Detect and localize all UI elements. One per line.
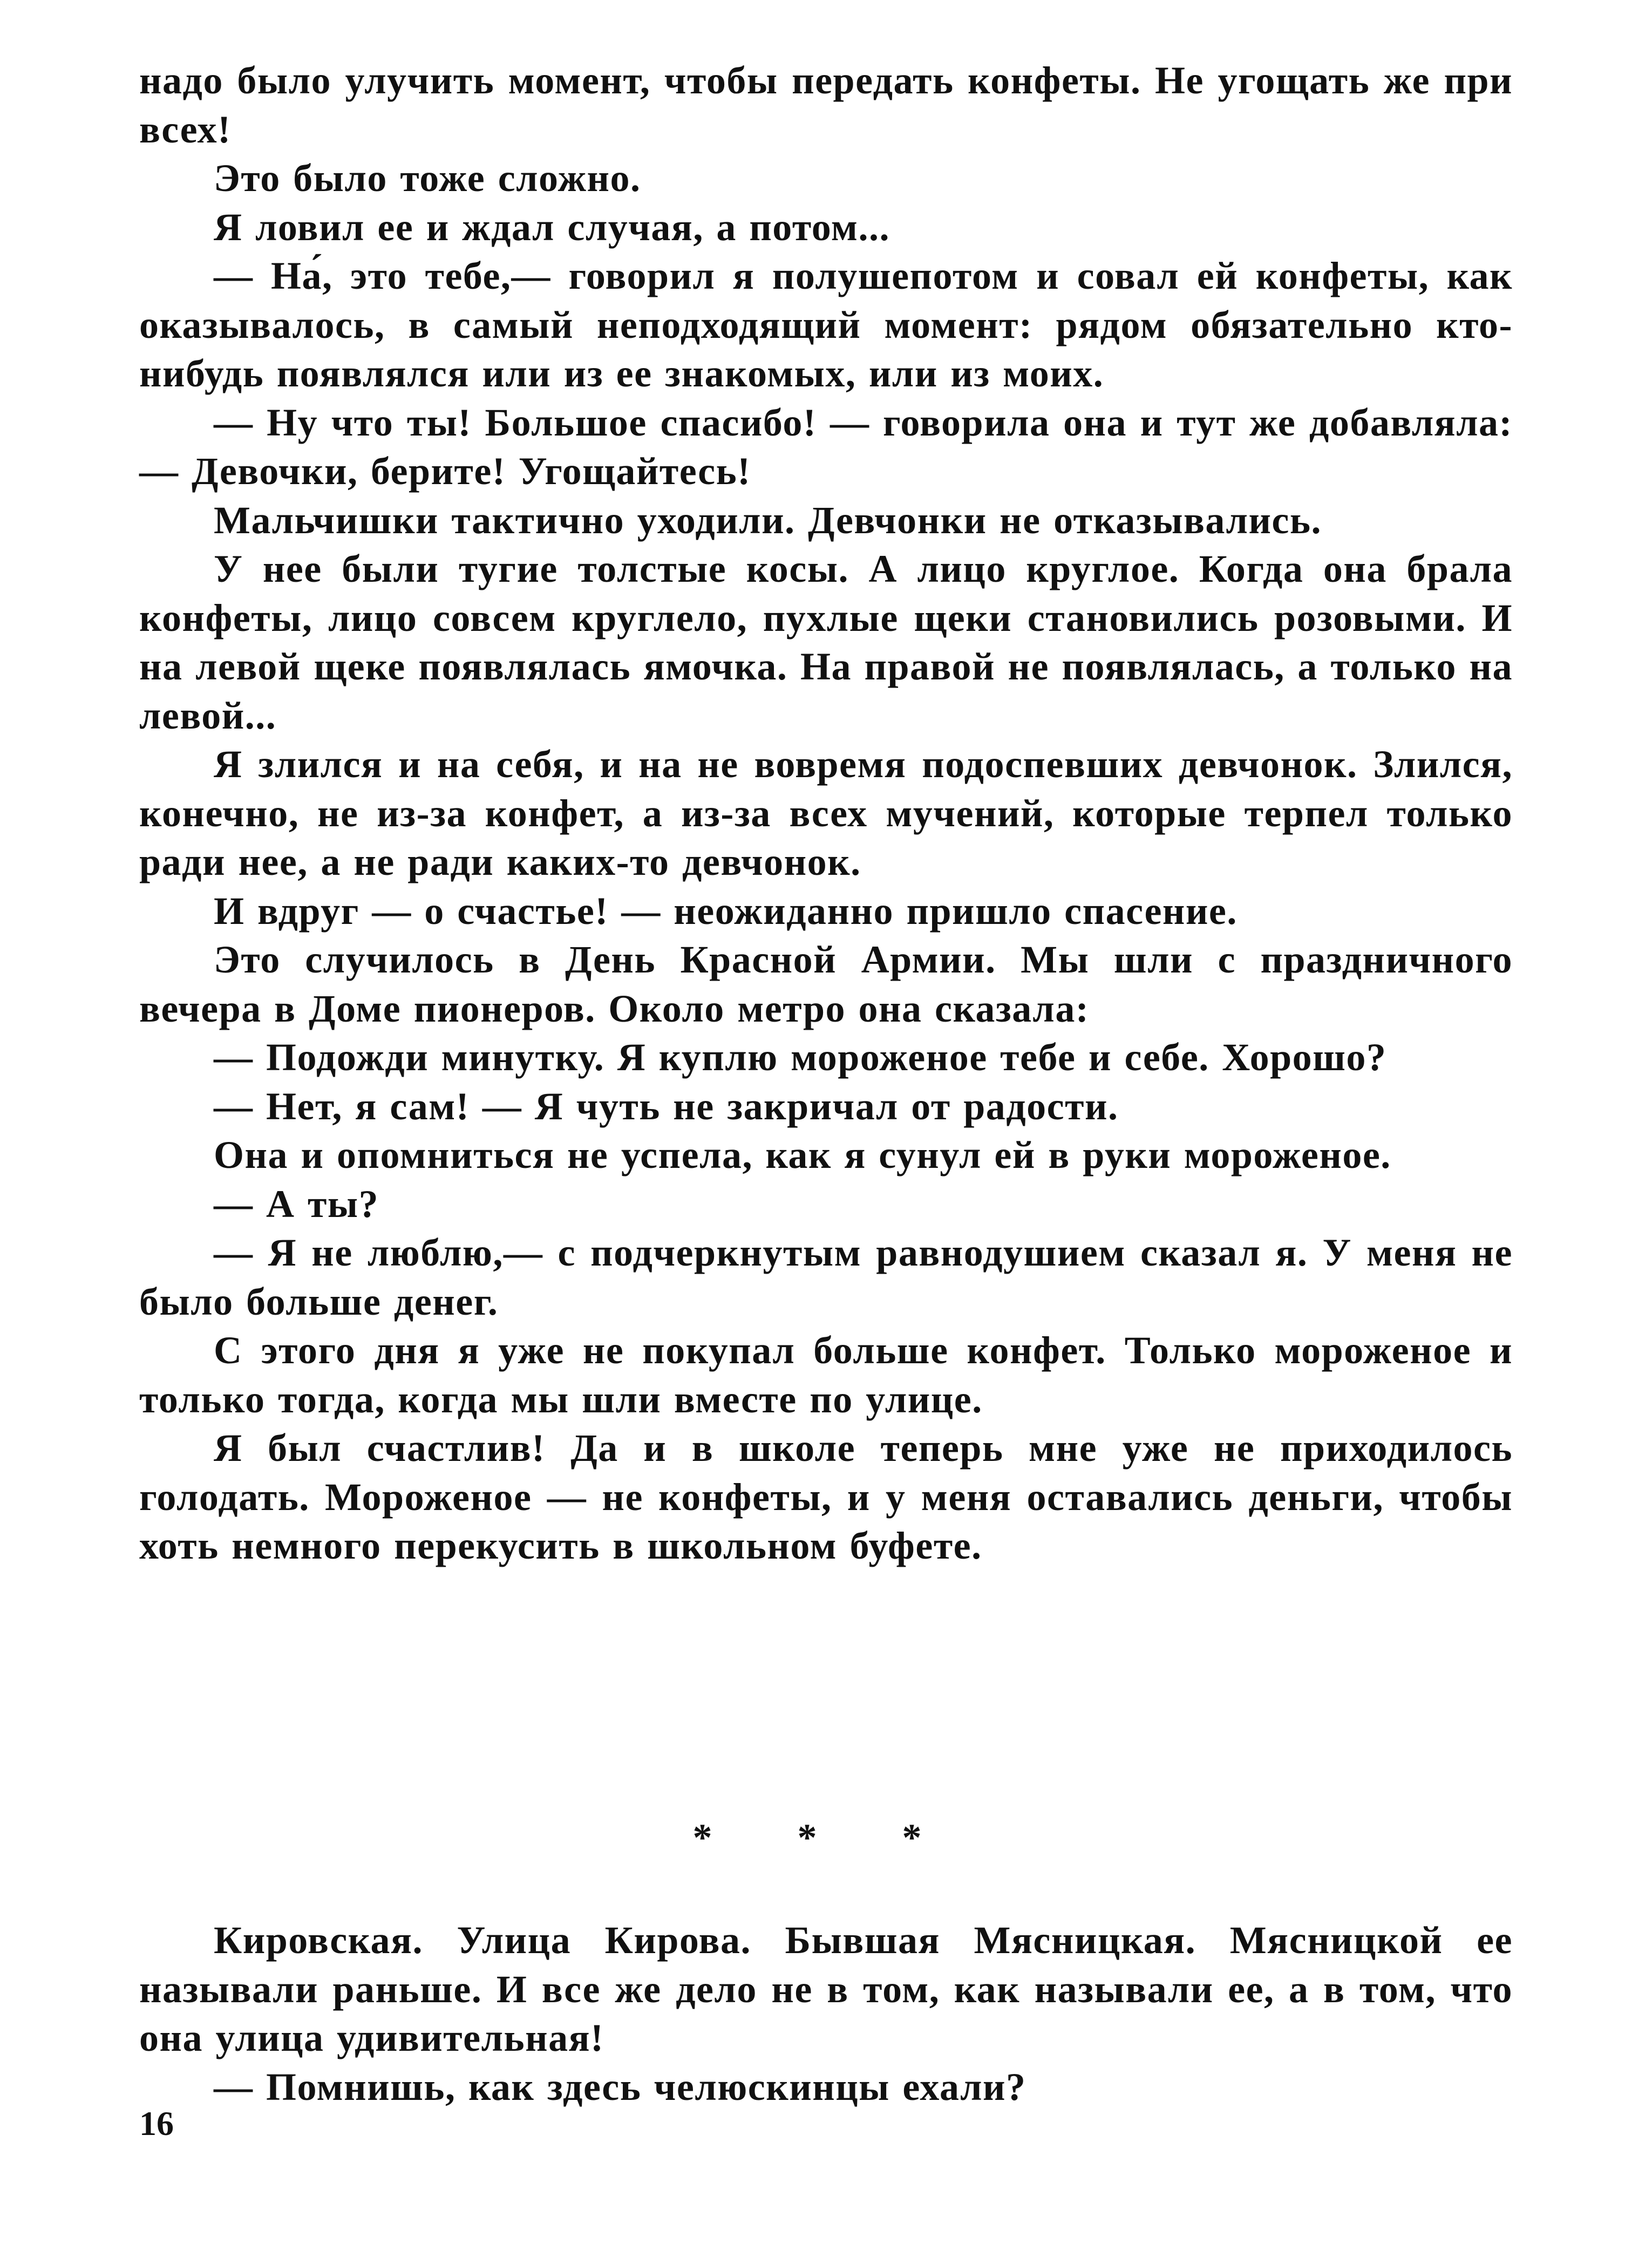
paragraph: надо было улучить момент, чтобы передать конфеты. Не угощать же при всех! xyxy=(139,59,1513,151)
page-number: 16 xyxy=(139,2104,174,2143)
section-separator: * * * xyxy=(692,1816,960,1859)
paragraph: — Помнишь, как здесь челюскинцы ехали? xyxy=(214,2065,1026,2109)
paragraph: — Я не люблю,— с подчеркнутым равнодушием сказал я. У меня не было больше денег. xyxy=(139,1231,1513,1323)
paragraph: — А ты? xyxy=(214,1182,379,1226)
paragraph: Она и опомниться не успела, как я сунул ей в руки мороженое. xyxy=(214,1133,1391,1177)
paragraph: И вдруг — о счастье! — неожиданно пришло спасение. xyxy=(214,889,1238,933)
paragraph: — Ну что ты! Большое спасибо! — говорила она и тут же добавляла: — Девочки, берите! Угощайтесь! xyxy=(139,400,1513,493)
paragraph: Кировская. Улица Кирова. Бывшая Мясницкая. Мясницкой ее называли раньше. И все же дело не в том, как называли ее, а в том, что она улица удивительная! xyxy=(139,1919,1513,2059)
paragraph: — На́, это тебе,— говорил я полушепотом и совал ей конфеты, как оказывалось, в самый неподходящий момент: рядом обязательно кто-нибудь появлялся или из ее знакомых, или из моих. xyxy=(139,254,1513,395)
text-column-top xyxy=(139,56,1513,1570)
paragraph: У нее были тугие толстые косы. А лицо круглое. Когда она брала конфеты, лицо совсем круглело, пухлые щеки становились розовыми. И на левой щеке появлялась ямочка. На правой не появлялась, а только на левой... xyxy=(139,547,1513,737)
paragraph: — Подожди минутку. Я куплю мороженое тебе и себе. Хорошо? xyxy=(214,1036,1387,1079)
paragraph: Я ловил ее и ждал случая, а потом... xyxy=(214,205,890,249)
paragraph: Это было тоже сложно. xyxy=(214,157,641,200)
paragraph: Я злился и на себя, и на не вовремя подоспевших девчонок. Злился, конечно, не из-за конфет, а из-за всех мучений, которые терпел только ради нее, а не ради каких-то девчонок. xyxy=(139,743,1513,883)
paragraph: С этого дня я уже не покупал больше конфет. Только мороженое и только тогда, когда мы шли вместе по улице. xyxy=(139,1329,1513,1421)
paragraph: Мальчишки тактично уходили. Девчонки не отказывались. xyxy=(214,498,1322,542)
paragraph: — Нет, я сам! — Я чуть не закричал от радости. xyxy=(214,1084,1119,1128)
paragraph: Я был счастлив! Да и в школе теперь мне уже не приходилось голодать. Мороженое — не конфеты, и у меня оставались деньги, чтобы хоть немного перекусить в школьном буфете. xyxy=(139,1426,1513,1567)
text-column-bottom xyxy=(139,1916,1513,2111)
paragraph: Это случилось в День Красной Армии. Мы шли с праздничного вечера в Доме пионеров. Около метро она сказала: xyxy=(139,938,1513,1030)
